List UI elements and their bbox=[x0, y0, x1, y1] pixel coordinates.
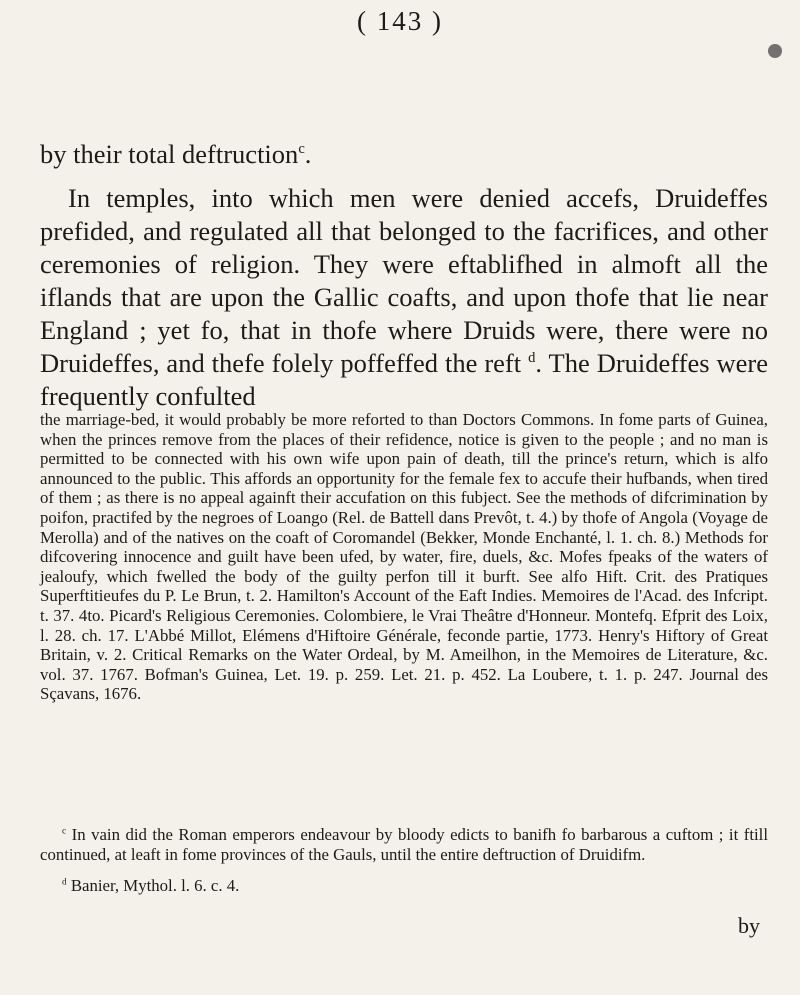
footnote-c bbox=[40, 825, 768, 864]
footnote-d-mark: d bbox=[62, 876, 67, 887]
footnote-d-text: Banier, Mythol. l. 6. c. 4. bbox=[70, 876, 240, 895]
page-number: ( 143 ) bbox=[357, 6, 443, 36]
footnote-ref-d: d bbox=[528, 350, 536, 367]
footnote-c-text: In vain did the Roman emperors endeavour by bloody edicts to banifh fo barbarous a cuftom ; it ftill continued, at leaft in fome provinces of the Gauls, until the entire deftruction of Druidifm. bbox=[40, 825, 768, 864]
paragraph-text: In temples, into which men were denied accefs, Druideffes prefided, and regulated all that belonged to the facrifices, and other ceremonies of religion. They were eftablifhed in almoft all the iflands that are upon the Gallic coafts, and upon thofe that lie near England ; yet fo, that in thofe where Druids were, there were no Druideffes, and thefe folely poffeffed the reft bbox=[40, 183, 768, 378]
footnote-c-mark: c bbox=[62, 825, 67, 836]
catchword: by bbox=[738, 913, 760, 938]
main-paragraph bbox=[40, 182, 768, 413]
footnote-ref-c: c bbox=[298, 141, 305, 158]
opening-line: by their total deftruction$^c$. bbox=[40, 139, 312, 169]
footnote-d bbox=[62, 876, 762, 896]
footnote-continuation: the marriage-bed, it would probably be more reforted to than Doctors Commons. In fome parts of Guinea, when the princes remove from the places of their refidence, notice is given to the people ; and no man is permitted to be connected with his own wife upon pain of death, till the prince's return, which is alfo announced to the public. This affords an opportunity for the female fex to accufe their hufbands, when tired of them ; as there is no appeal againft their accufation on this fubject. See the methods of difcrimination by poifon, practifed by the negroes of Loango (Rel. de Battell dans Prevôt, t. 4.) by thofe of Angola (Voyage de Merolla) and of the natives on the coaft of Coromandel (Bekker, Monde Enchanté, l. 1. ch. 8.) Methods for difcovering innocence and guilt have been ufed, by water, fire, duels, &c. Mofes fpeaks of the waters of jealoufy, which fwelled the body of the guilty perfon till it burft. See alfo Hift. Crit. des Pratiques Superftitieufes du P. Le Brun, t. 2. Hamilton's Account of the Eaft Indies. Memoires de l'Acad. des Infcript. t. 37. 4to. Picard's Religious Ceremonies. Colombiere, le Vrai Theâtre d'Honneur. Montefq. Efprit des Loix, l. 28. ch. 17. L'Abbé Millot, Elémens d'Hiftoire Générale, feconde partie, 1773. Henry's Hiftory of Great Britain, v. 2. Critical Remarks on the Water Ordeal, by M. Ameilhon, in the Memoires de Literature, &c. vol. 37. 1767. Bofman's Guinea, Let. 19. p. 259. Let. 21. p. 452. La Loubere, t. 1. p. 247. Journal des Sçavans, 1676. bbox=[40, 410, 768, 704]
ink-spot bbox=[768, 44, 782, 58]
paragraph-tail: . The Druideffes were frequently confulted bbox=[40, 348, 768, 411]
opening-line-text: by their total deftruction bbox=[40, 139, 299, 169]
